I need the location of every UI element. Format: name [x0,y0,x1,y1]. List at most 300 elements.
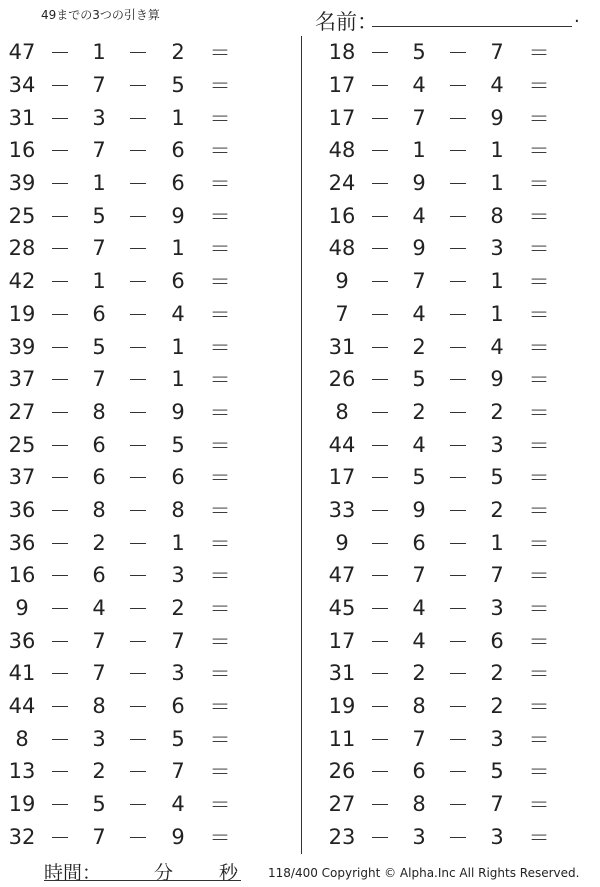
equals-sign: ＝ [528,662,550,687]
subtrahend-2: 9 [171,203,185,228]
problem-row [302,298,600,331]
minuend: 27 [328,792,356,817]
subtrahend-2: 4 [171,301,185,326]
subtrahend-1: 4 [412,628,426,653]
equals-sign: ＝ [528,727,550,752]
equals-sign: ＝ [528,400,550,425]
minus-sign: － [127,662,149,687]
minuend: 25 [8,432,36,457]
minus-sign: － [369,597,391,622]
subtrahend-1: 4 [412,203,426,228]
subtrahend-2: 3 [490,824,504,849]
subtrahend-2: 1 [171,236,185,261]
minus-sign: － [49,662,71,687]
equals-sign: ＝ [528,237,550,262]
minuend: 18 [328,40,356,65]
subtrahend-2: 1 [171,530,185,555]
subtrahend-1: 8 [412,792,426,817]
minus-sign: － [369,400,391,425]
equals-sign: ＝ [209,695,231,720]
minus-sign: － [369,531,391,556]
equals-sign: ＝ [209,237,231,262]
right-problem-column [302,36,600,853]
minus-sign: － [127,825,149,850]
minuend: 9 [335,530,349,555]
equals-sign: ＝ [528,597,550,622]
minuend: 17 [328,465,356,490]
problem-row [302,199,600,232]
problem-row [0,396,300,429]
minuend: 8 [335,399,349,424]
minus-sign: － [447,695,469,720]
equals-sign: ＝ [209,662,231,687]
subtrahend-2: 1 [171,334,185,359]
minuend: 19 [8,792,36,817]
equals-sign: ＝ [528,793,550,818]
problem-row [302,101,600,134]
subtrahend-2: 3 [171,563,185,588]
equals-sign: ＝ [209,466,231,491]
subtrahend-2: 9 [490,105,504,130]
minus-sign: － [127,335,149,360]
subtrahend-2: 1 [490,301,504,326]
minuend: 26 [328,759,356,784]
problem-row [0,265,300,298]
subtrahend-1: 7 [92,367,106,392]
equals-sign: ＝ [209,74,231,99]
minuend: 17 [328,628,356,653]
minus-sign: － [49,466,71,491]
subtrahend-2: 1 [490,171,504,196]
minus-sign: － [49,335,71,360]
problem-row [302,36,600,69]
problem-row [302,428,600,461]
minus-sign: － [447,825,469,850]
subtrahend-1: 1 [92,171,106,196]
equals-sign: ＝ [528,564,550,589]
minus-sign: － [127,74,149,99]
minus-sign: － [49,368,71,393]
minus-sign: － [369,695,391,720]
problem-row [302,232,600,265]
minus-sign: － [127,564,149,589]
equals-sign: ＝ [209,270,231,295]
minus-sign: － [369,466,391,491]
problem-row [302,265,600,298]
subtrahend-1: 3 [92,105,106,130]
minus-sign: － [369,629,391,654]
minus-sign: － [49,270,71,295]
equals-sign: ＝ [528,629,550,654]
equals-sign: ＝ [209,825,231,850]
equals-sign: ＝ [209,400,231,425]
subtrahend-2: 8 [490,203,504,228]
minus-sign: － [127,433,149,458]
minuend: 16 [328,203,356,228]
problem-row [302,657,600,690]
problem-row [0,199,300,232]
problem-row [0,232,300,265]
problem-row [0,722,300,755]
subtrahend-2: 2 [171,40,185,65]
problem-row [302,821,600,854]
subtrahend-1: 5 [92,792,106,817]
equals-sign: ＝ [528,368,550,393]
subtrahend-2: 9 [490,367,504,392]
equals-sign: ＝ [209,106,231,131]
subtrahend-1: 8 [92,497,106,522]
minuend: 37 [8,465,36,490]
subtrahend-2: 1 [490,530,504,555]
problem-row [0,690,300,723]
equals-sign: ＝ [528,204,550,229]
minuend: 42 [8,269,36,294]
subtrahend-2: 4 [490,73,504,98]
minus-sign: － [447,629,469,654]
minus-sign: － [49,302,71,327]
minus-sign: － [447,106,469,131]
minus-sign: － [447,597,469,622]
subtrahend-2: 2 [490,399,504,424]
minus-sign: － [127,237,149,262]
minus-sign: － [447,74,469,99]
minus-sign: － [127,302,149,327]
equals-sign: ＝ [209,727,231,752]
subtrahend-1: 9 [412,171,426,196]
minus-sign: － [127,695,149,720]
subtrahend-1: 2 [92,530,106,555]
minus-sign: － [447,760,469,785]
problem-row [302,494,600,527]
subtrahend-2: 7 [171,628,185,653]
minus-sign: － [49,433,71,458]
problem-row [302,722,600,755]
equals-sign: ＝ [528,172,550,197]
minus-sign: － [447,793,469,818]
subtrahend-2: 3 [490,726,504,751]
subtrahend-1: 7 [412,563,426,588]
subtrahend-1: 5 [92,334,106,359]
equals-sign: ＝ [209,204,231,229]
minus-sign: － [49,760,71,785]
minuend: 32 [8,824,36,849]
minus-sign: － [49,727,71,752]
minus-sign: － [369,825,391,850]
minus-sign: － [447,531,469,556]
subtrahend-2: 7 [490,792,504,817]
name-field-line[interactable] [372,26,572,27]
minuend: 44 [328,432,356,457]
subtrahend-1: 7 [92,73,106,98]
equals-sign: ＝ [209,368,231,393]
subtrahend-1: 6 [92,301,106,326]
subtrahend-1: 2 [412,661,426,686]
subtrahend-1: 4 [412,73,426,98]
subtrahend-2: 5 [490,465,504,490]
minus-sign: － [369,302,391,327]
minus-sign: － [49,564,71,589]
minus-sign: － [127,760,149,785]
minus-sign: － [447,172,469,197]
problem-row [0,363,300,396]
minus-sign: － [369,41,391,66]
subtrahend-1: 4 [412,596,426,621]
minuend: 24 [328,171,356,196]
problem-row [0,330,300,363]
minus-sign: － [127,531,149,556]
minus-sign: － [127,466,149,491]
equals-sign: ＝ [209,597,231,622]
minus-sign: － [49,139,71,164]
minuend: 36 [8,628,36,653]
minuend: 31 [328,334,356,359]
subtrahend-2: 5 [171,73,185,98]
minus-sign: － [369,139,391,164]
equals-sign: ＝ [528,498,550,523]
problem-row [302,461,600,494]
problem-row [302,788,600,821]
minus-sign: － [49,41,71,66]
subtrahend-1: 9 [412,236,426,261]
seconds-label: 秒 [219,862,239,884]
minuend: 36 [8,497,36,522]
minuend: 39 [8,334,36,359]
subtrahend-1: 2 [412,399,426,424]
problem-row [302,167,600,200]
subtrahend-1: 7 [92,628,106,653]
problem-row [0,821,300,854]
subtrahend-1: 6 [92,432,106,457]
minuend: 36 [8,530,36,555]
minuend: 39 [8,171,36,196]
subtrahend-2: 8 [171,497,185,522]
subtrahend-2: 1 [490,269,504,294]
minuend: 9 [15,596,29,621]
minus-sign: － [369,106,391,131]
subtrahend-1: 8 [412,694,426,719]
subtrahend-1: 2 [92,759,106,784]
equals-sign: ＝ [209,41,231,66]
problem-row [0,101,300,134]
problem-row [0,134,300,167]
equals-sign: ＝ [528,760,550,785]
minus-sign: － [447,139,469,164]
subtrahend-2: 5 [171,432,185,457]
equals-sign: ＝ [209,302,231,327]
subtrahend-2: 2 [171,596,185,621]
problem-row [0,36,300,69]
equals-sign: ＝ [209,793,231,818]
minus-sign: － [49,695,71,720]
minus-sign: － [369,270,391,295]
minuend: 48 [328,138,356,163]
subtrahend-2: 6 [171,171,185,196]
equals-sign: ＝ [528,270,550,295]
equals-sign: ＝ [528,531,550,556]
minus-sign: － [49,400,71,425]
minus-sign: － [369,662,391,687]
subtrahend-1: 5 [412,40,426,65]
problem-row [302,134,600,167]
minutes-label: 分 [154,862,174,884]
minus-sign: － [447,237,469,262]
equals-sign: ＝ [528,41,550,66]
minuend: 47 [8,40,36,65]
minuend: 26 [328,367,356,392]
subtrahend-1: 7 [92,661,106,686]
minus-sign: － [369,760,391,785]
problem-row [0,624,300,657]
subtrahend-1: 2 [412,334,426,359]
problem-row [302,69,600,102]
subtrahend-1: 4 [412,301,426,326]
subtrahend-1: 7 [412,105,426,130]
equals-sign: ＝ [209,498,231,523]
minuend: 16 [8,138,36,163]
subtrahend-2: 3 [490,236,504,261]
equals-sign: ＝ [209,433,231,458]
minus-sign: － [447,727,469,752]
subtrahend-2: 1 [171,105,185,130]
minuend: 48 [328,236,356,261]
equals-sign: ＝ [528,433,550,458]
subtrahend-1: 5 [412,465,426,490]
minuend: 9 [335,269,349,294]
worksheet-title: 49までの3つの引き算 [41,8,160,22]
minus-sign: － [127,106,149,131]
minus-sign: － [447,204,469,229]
name-label: 名前： [315,10,378,34]
minus-sign: － [369,74,391,99]
minus-sign: － [447,335,469,360]
minus-sign: － [369,498,391,523]
minuend: 47 [328,563,356,588]
equals-sign: ＝ [528,335,550,360]
minuend: 34 [8,73,36,98]
problem-row [302,396,600,429]
minuend: 13 [8,759,36,784]
subtrahend-2: 6 [490,628,504,653]
problem-row [0,167,300,200]
equals-sign: ＝ [209,629,231,654]
subtrahend-1: 5 [412,367,426,392]
minuend: 44 [8,694,36,719]
minus-sign: － [49,237,71,262]
subtrahend-1: 6 [412,530,426,555]
minuend: 8 [15,726,29,751]
subtrahend-2: 2 [490,661,504,686]
left-problem-column [0,36,300,853]
minus-sign: － [447,270,469,295]
minuend: 31 [328,661,356,686]
minus-sign: － [49,531,71,556]
subtrahend-1: 8 [92,399,106,424]
subtrahend-1: 7 [92,824,106,849]
subtrahend-2: 2 [490,694,504,719]
subtrahend-1: 7 [412,726,426,751]
minus-sign: － [49,204,71,229]
problem-row [0,461,300,494]
subtrahend-2: 3 [490,432,504,457]
minuend: 19 [328,694,356,719]
minus-sign: － [447,400,469,425]
minus-sign: － [127,400,149,425]
minus-sign: － [369,204,391,229]
subtrahend-1: 7 [412,269,426,294]
subtrahend-2: 4 [171,792,185,817]
minus-sign: － [369,793,391,818]
problem-row [0,592,300,625]
subtrahend-1: 4 [92,596,106,621]
problem-row [0,788,300,821]
problem-row [0,657,300,690]
minuend: 33 [328,497,356,522]
time-label: 時間： [44,862,102,884]
minus-sign: － [49,106,71,131]
equals-sign: ＝ [528,139,550,164]
minuend: 11 [328,726,356,751]
problem-row [302,690,600,723]
subtrahend-1: 4 [412,432,426,457]
equals-sign: ＝ [528,695,550,720]
problem-row [302,330,600,363]
minus-sign: － [49,597,71,622]
minus-sign: － [447,466,469,491]
minuend: 41 [8,661,36,686]
minus-sign: － [369,172,391,197]
minus-sign: － [127,793,149,818]
problem-row [0,559,300,592]
minus-sign: － [369,727,391,752]
problem-row [0,298,300,331]
minus-sign: － [49,74,71,99]
equals-sign: ＝ [209,172,231,197]
subtrahend-2: 1 [490,138,504,163]
subtrahend-1: 7 [92,138,106,163]
minus-sign: － [369,368,391,393]
equals-sign: ＝ [528,466,550,491]
subtrahend-2: 5 [171,726,185,751]
minus-sign: － [49,629,71,654]
copyright-text: 118/400 Copyright © Alpha.Inc All Rights Reserved. [268,866,580,880]
subtrahend-2: 6 [171,694,185,719]
minus-sign: － [49,498,71,523]
problem-row [0,494,300,527]
subtrahend-1: 1 [92,269,106,294]
subtrahend-2: 6 [171,465,185,490]
subtrahend-1: 3 [92,726,106,751]
subtrahend-1: 3 [412,824,426,849]
equals-sign: ＝ [209,564,231,589]
subtrahend-2: 7 [490,40,504,65]
minus-sign: － [447,368,469,393]
minus-sign: － [127,597,149,622]
subtrahend-2: 3 [490,596,504,621]
subtrahend-2: 7 [171,759,185,784]
time-field-line [44,880,241,881]
subtrahend-2: 1 [171,367,185,392]
equals-sign: ＝ [209,760,231,785]
minus-sign: － [127,498,149,523]
minuend: 27 [8,399,36,424]
minuend: 25 [8,203,36,228]
problem-row [0,526,300,559]
subtrahend-2: 7 [490,563,504,588]
minuend: 17 [328,105,356,130]
minuend: 16 [8,563,36,588]
subtrahend-1: 9 [412,497,426,522]
minus-sign: － [49,172,71,197]
